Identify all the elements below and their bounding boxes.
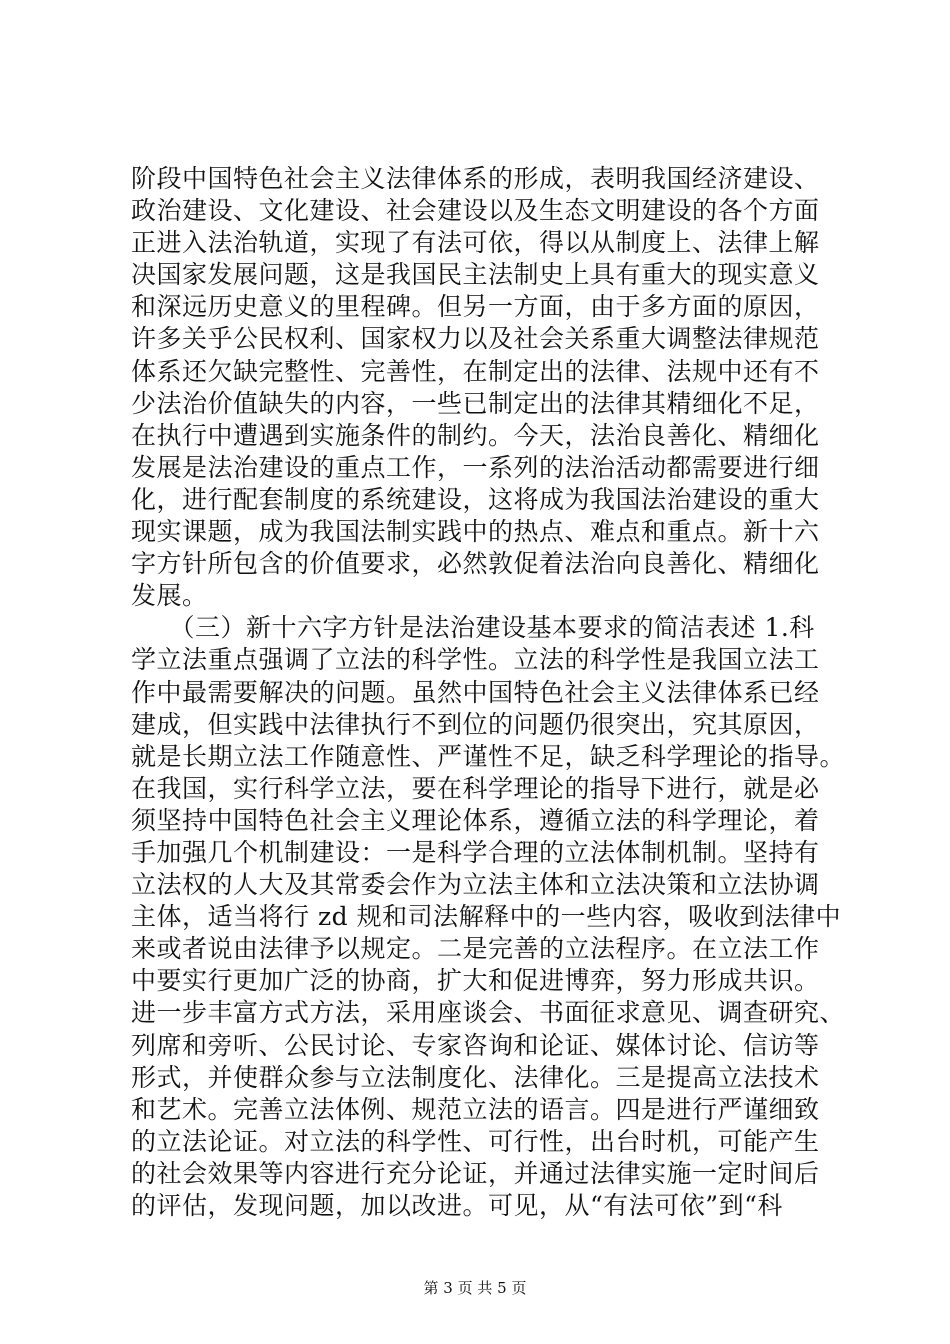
text-line: 就是长期立法工作随意性、严谨性不足，缺乏科学理论的指导。 bbox=[131, 741, 846, 771]
text-line: 和艺术。完善立法体例、规范立法的语言。四是进行严谨细致 bbox=[131, 1094, 820, 1124]
text-line: 立法权的人大及其常委会作为立法主体和立法决策和立法协调 bbox=[131, 870, 820, 900]
text-line: 学立法重点强调了立法的科学性。立法的科学性是我国立法工 bbox=[131, 645, 820, 675]
page-footer: 第 3 页 共 5 页 bbox=[423, 1279, 527, 1297]
text-line: 进一步丰富方式方法，采用座谈会、书面征求意见、调查研究、 bbox=[131, 998, 846, 1028]
text-line: 形式，并使群众参与立法制度化、法律化。三是提高立法技术 bbox=[131, 1062, 820, 1092]
text-line: 主体，适当将行 zd 规和司法解释中的一些内容，吸收到法律中 bbox=[131, 902, 842, 932]
text-line: 的社会效果等内容进行充分论证，并通过法律实施一定时间后 bbox=[131, 1158, 820, 1188]
text-line: 须坚持中国特色社会主义理论体系，遵循立法的科学理论，着 bbox=[131, 805, 820, 835]
text-line: 列席和旁听、公民讨论、专家咨询和论证、媒体讨论、信访等 bbox=[131, 1030, 820, 1060]
text-line: 阶段中国特色社会主义法律体系的形成，表明我国经济建设、 bbox=[131, 164, 820, 193]
text-line: 的立法论证。对立法的科学性、可行性，出台时机，可能产生 bbox=[131, 1126, 820, 1156]
text-line: 体系还欠缺完整性、完善性，在制定出的法律、法规中还有不 bbox=[131, 356, 820, 386]
text-line: 少法治价值缺失的内容，一些已制定出的法律其精细化不足， bbox=[131, 388, 820, 418]
text-line: 许多关乎公民权利、国家权力以及社会关系重大调整法律规范 bbox=[131, 324, 820, 354]
text-line: 正进入法治轨道，实现了有法可依，得以从制度上、法律上解 bbox=[131, 228, 820, 258]
text-line: 政治建设、文化建设、社会建设以及生态文明建设的各个方面 bbox=[131, 196, 820, 226]
text-line: 中要实行更加广泛的协商，扩大和促进博弈，努力形成共识。 bbox=[131, 966, 820, 996]
text-line: 在我国，实行科学立法，要在科学理论的指导下进行，就是必 bbox=[131, 773, 820, 803]
text-line: 作中最需要解决的问题。虽然中国特色社会主义法律体系已经 bbox=[131, 677, 820, 707]
text-line: 发展是法治建设的重点工作，一系列的法治活动都需要进行细 bbox=[131, 452, 820, 482]
text-line: 决国家发展问题，这是我国民主法制史上具有重大的现实意义 bbox=[131, 260, 820, 290]
body-text bbox=[131, 163, 846, 1222]
text-line: 发展。 bbox=[131, 581, 208, 611]
text-line: 建成，但实践中法律执行不到位的问题仍很突出，究其原因， bbox=[131, 709, 820, 739]
text-line: 字方针所包含的价值要求，必然敦促着法治向良善化、精细化 bbox=[131, 549, 820, 579]
text-line: 的评估，发现问题，加以改进。可见，从“有法可依”到“科 bbox=[131, 1191, 783, 1220]
text-line: 现实课题，成为我国法制实践中的热点、难点和重点。新十六 bbox=[131, 517, 820, 547]
text-line: （三）新十六字方针是法治建设基本要求的简洁表述 1.科 bbox=[131, 613, 815, 643]
text-line: 手加强几个机制建设：一是科学合理的立法体制机制。坚持有 bbox=[131, 837, 820, 867]
text-line: 化，进行配套制度的系统建设，这将成为我国法治建设的重大 bbox=[131, 484, 820, 514]
text-line: 和深远历史意义的里程碑。但另一方面，由于多方面的原因， bbox=[131, 292, 820, 322]
text-line: 在执行中遭遇到实施条件的制约。今天，法治良善化、精细化 bbox=[131, 420, 820, 450]
text-line: 来或者说由法律予以规定。二是完善的立法程序。在立法工作 bbox=[131, 934, 820, 964]
